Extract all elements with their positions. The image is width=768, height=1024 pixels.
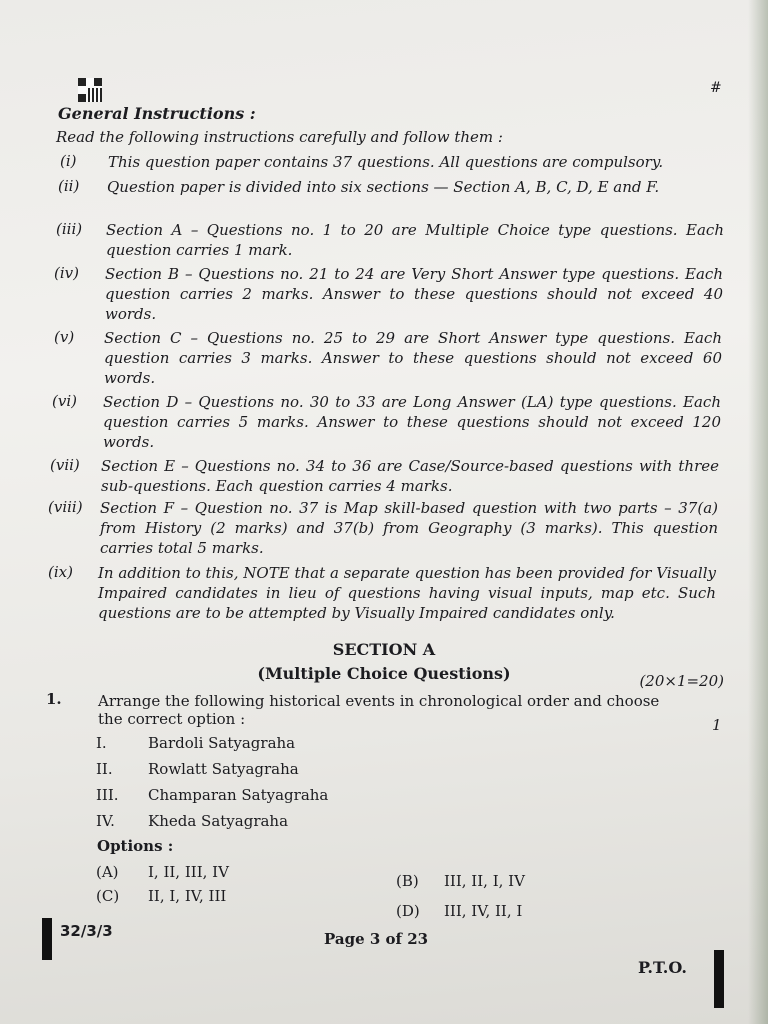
instruction-number: (v) — [54, 328, 75, 346]
instruction-text: Question paper is divided into six sections — Section A, B, C, D, E and F. — [107, 178, 660, 196]
statement-roman: III. — [96, 786, 119, 804]
statement-text: Bardoli Satyagraha — [148, 734, 296, 752]
page-number: Page 3 of 23 — [324, 930, 429, 948]
pto-label: P.T.O. — [638, 958, 687, 977]
general-instructions-intro: Read the following instructions carefully and follow them : — [56, 128, 503, 146]
option-label: (B) — [396, 872, 419, 890]
section-subtitle: (Multiple Choice Questions) — [257, 664, 511, 683]
instruction-number: (viii) — [48, 498, 83, 516]
page-edge-shadow — [748, 0, 768, 1024]
instruction-number: (iii) — [56, 220, 83, 238]
instruction-number: (iv) — [54, 264, 79, 282]
instruction-text: Section B – Questions no. 21 to 24 are Very Short Answer type questions. Each question carries 2 marks. Answer to these questions should not exceed 40 words. — [105, 265, 723, 323]
question-number: 1. — [46, 690, 62, 708]
qr-code-icon — [78, 78, 102, 102]
instruction-number: (ii) — [58, 177, 80, 195]
statement-roman: IV. — [96, 812, 115, 830]
options-title: Options : — [97, 837, 174, 855]
instruction-text: Section A – Questions no. 1 to 20 are Multiple Choice type questions. Each question carries 1 mark. — [106, 221, 724, 259]
instruction-number: (vii) — [50, 456, 80, 474]
general-instructions-title: General Instructions : — [58, 104, 256, 123]
option-text: III, II, I, IV — [444, 872, 525, 890]
statement-text: Champaran Satyagraha — [148, 786, 329, 804]
statement-text: Rowlatt Satyagraha — [148, 760, 299, 778]
instruction-number: (ix) — [48, 563, 73, 581]
paper-code: 32/3/3 — [60, 922, 113, 940]
statement-roman: I. — [96, 734, 107, 752]
instruction-number: (i) — [60, 152, 77, 170]
question-marks: 1 — [712, 716, 722, 734]
option-text: II, I, IV, III — [148, 887, 227, 905]
instruction-number: (vi) — [52, 392, 77, 410]
option-label: (A) — [96, 863, 119, 881]
option-label: (D) — [396, 902, 420, 920]
instruction-text: Section F – Question no. 37 is Map skill-based question with two parts – 37(a) from History (2 marks) and 37(b) from Geography (3 marks). This question carries total 5 marks. — [100, 499, 718, 557]
statement-roman: II. — [96, 760, 113, 778]
option-text: I, II, III, IV — [148, 863, 229, 881]
instruction-text: Section C – Questions no. 25 to 29 are Short Answer type questions. Each question carries 3 marks. Answer to these questions should not exceed 60 words. — [104, 329, 722, 387]
option-text: III, IV, II, I — [444, 902, 523, 920]
section-title: SECTION A — [332, 640, 436, 659]
statement-text: Kheda Satyagraha — [148, 812, 289, 830]
instruction-text: Section D – Questions no. 30 to 33 are Long Answer (LA) type questions. Each question carries 5 marks. Answer to these questions should not exceed 120 words. — [103, 393, 721, 451]
instruction-text: Section E – Questions no. 34 to 36 are Case/Source-based questions with three sub-questions. Each question carries 4 marks. — [101, 457, 719, 495]
left-margin-bar — [42, 918, 52, 960]
option-label: (C) — [96, 887, 120, 905]
right-margin-bar — [714, 950, 724, 1008]
question-text: Arrange the following historical events in chronological order and choose the correct option : — [98, 692, 660, 728]
instruction-text: In addition to this, NOTE that a separate question has been provided for Visually Impaired candidates in lieu of questions having visual inputs, map etc. Such questions are to be attempted by Visually Impaired candidates only. — [98, 564, 716, 622]
instruction-text: This question paper contains 37 questions. All questions are compulsory. — [108, 153, 664, 171]
hash-mark: # — [710, 80, 722, 96]
section-marks: (20×1=20) — [639, 672, 724, 690]
